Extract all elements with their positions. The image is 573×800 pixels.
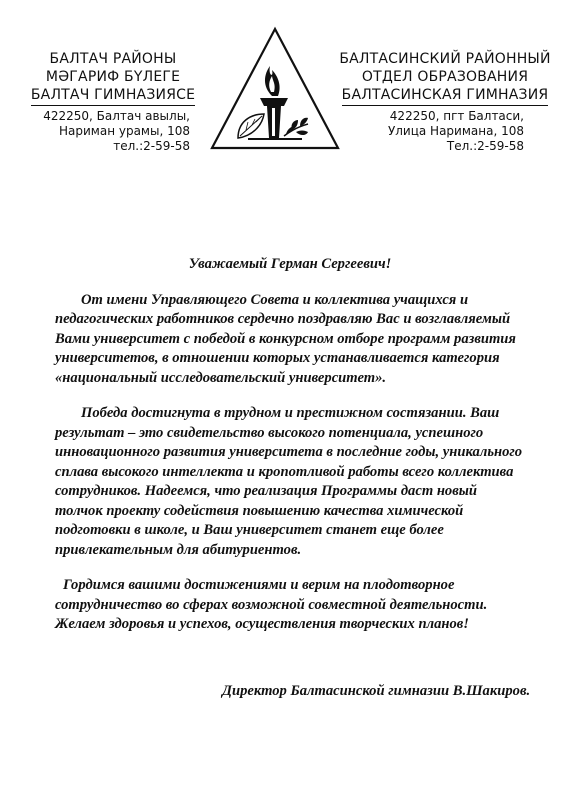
org-name-line: БАЛТАСИНСКАЯ ГИМНАЗИЯ [342,86,549,106]
paragraph: Гордимся вашими достижениями и верим на плодотворное сотрудничество во сферах возможной совместной деятельности. Желаем здоровья и успехов, осуществления творческих планов! [55,577,488,632]
address-block [18,109,208,154]
address-line: Улица Наримана, 108 [387,124,524,138]
org-name-line: МӘГАРИФ БҮЛЕГЕ [45,69,181,85]
address-line: 422250, Балтач авылы, [43,109,190,123]
greeting: Уважаемый Герман Сергеевич! [188,256,392,272]
org-name-line: БАЛТАСИНСКИЙ РАЙОННЫЙ [339,51,551,67]
phone-line: Тел.:2-59-58 [446,139,524,153]
org-name-line: ОТДЕЛ ОБРАЗОВАНИЯ [361,69,529,85]
paragraph: От имени Управляющего Совета и коллектива учащихся и педагогических работников сердечно поздравляю Вас и возглавляемый Вами университет с победой в конкурсном отборе программ развития университетов, в отношении которых устанавливается категория «национальный исследовательский университет». [55,291,516,386]
phone-line: тел.:2-59-58 [113,139,190,153]
letterhead-right [338,50,552,154]
signature: Директор Балтасинской гимназии В.Шакиров. [222,683,531,699]
address-line: 422250, пгт Балтаси, [389,109,524,123]
address-line: Нариман урамы, 108 [59,124,190,138]
letterhead [0,0,573,160]
org-name-line: БАЛТАЧ ГИМНАЗИЯСЕ [31,86,195,106]
letterhead-left [18,50,208,154]
address-block [338,109,552,154]
letter-body [55,255,525,651]
paragraph: Победа достигнута в трудном и престижном состязании. Ваш результат – это свидетельство высокого потенциала, успешного инновационного развития университета в последние годы, уникального сплава высокого интеллекта и кропотливой работы всего коллектива сотрудников. Надеемся, что реализация Программы даст новый толчок проекту содействия повышению качества химической подготовки в школе, и Ваш университет станет еще более привлекательным для абитуриентов. [55,405,523,558]
org-name-line: БАЛТАЧ РАЙОНЫ [49,51,177,67]
torch-emblem-icon [208,26,342,152]
